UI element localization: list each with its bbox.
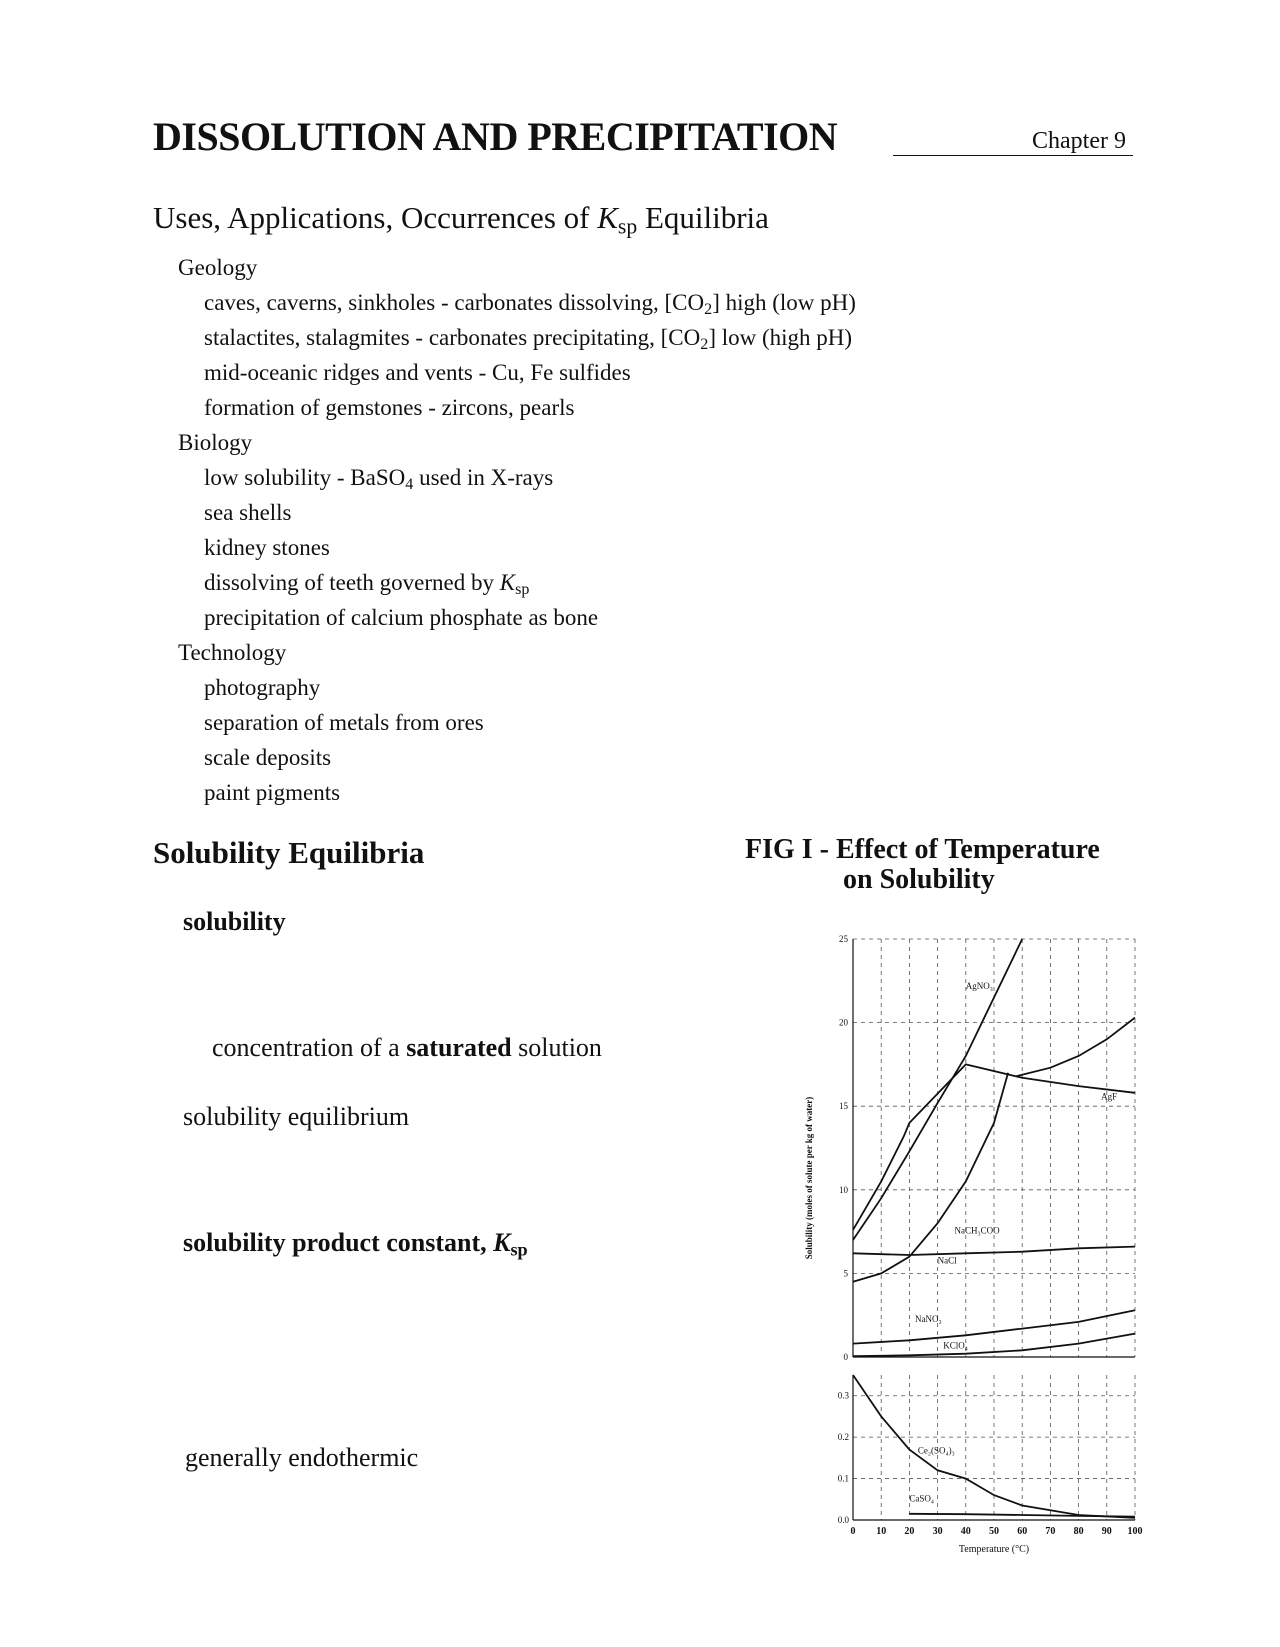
subscript: 2 (700, 336, 709, 354)
y-tick-label: 5 (843, 1268, 848, 1279)
y-tick-label: 0.1 (837, 1473, 849, 1484)
x-tick-label: 50 (989, 1526, 999, 1537)
solubility-chart (790, 925, 1150, 1565)
k-symbol: K (493, 1228, 511, 1257)
x-tick-label: 80 (1073, 1526, 1084, 1537)
x-tick-label: 0 (850, 1526, 856, 1537)
x-tick-label: 100 (1127, 1526, 1143, 1537)
y-tick-label: 15 (839, 1101, 848, 1112)
series-label: AgF (1101, 1091, 1118, 1102)
series-label: KClO₄ (943, 1340, 968, 1351)
text: solubility product constant, (183, 1228, 494, 1257)
series-label: NaNO₃ (915, 1313, 942, 1324)
y-tick-label: 0.0 (837, 1515, 849, 1525)
technology-item-4: paint pigments (204, 780, 341, 805)
technology-item-3: scale deposits (204, 745, 332, 770)
biology-item-5: precipitation of calcium phosphate as bone (204, 605, 599, 630)
series-line (909, 1514, 1135, 1517)
text: stalactites, stalagmites - carbonates precipitating, [CO (204, 325, 701, 350)
geology-item-1 (204, 290, 856, 319)
subheading-prefix: Uses, Applications, Occurrences of (153, 200, 598, 235)
series-line (853, 939, 1022, 1240)
term-endothermic: generally endothermic (185, 1443, 419, 1472)
category-technology: Technology (178, 640, 287, 665)
text: used in X-rays (413, 465, 554, 490)
series-line (853, 1334, 1135, 1357)
chapter-label: Chapter 9 (1032, 128, 1126, 154)
section-subheading (153, 200, 769, 239)
text: low solubility - BaSO (204, 465, 406, 490)
x-tick-label: 30 (932, 1526, 943, 1537)
k-symbol: K (499, 570, 516, 595)
technology-item-2: separation of metals from ores (204, 710, 484, 735)
subscript: 4 (405, 476, 414, 494)
x-tick-label: 70 (1045, 1526, 1056, 1537)
series-label: NaCH₃COO (954, 1225, 1000, 1236)
page-title: DISSOLUTION AND PRECIPITATION (153, 114, 838, 159)
series-line (853, 1073, 1008, 1282)
figure-title-line1: FIG I - Effect of Temperature (745, 834, 1100, 865)
y-tick-label: 0 (843, 1352, 848, 1362)
y-tick-label: 20 (839, 1017, 848, 1028)
x-tick-label: 10 (876, 1526, 887, 1537)
term-concentration (212, 1033, 602, 1063)
y-axis-label: Solubility (moles of solute per kg of water) (804, 1096, 814, 1260)
biology-item-4 (204, 570, 529, 599)
x-tick-label: 40 (960, 1526, 971, 1537)
series-label: CaSO₄ (909, 1493, 935, 1504)
geology-item-3: mid-oceanic ridges and vents - Cu, Fe sulfides (204, 360, 631, 385)
subscript: sp (510, 1239, 528, 1260)
subscript: 2 (704, 301, 713, 319)
text: caves, caverns, sinkholes - carbonates dissolving, [CO (204, 290, 705, 315)
geology-item-2 (204, 325, 852, 354)
biology-item-3: kidney stones (204, 535, 330, 560)
figure-title (745, 835, 1135, 895)
figure-title-line2: on Solubility (843, 864, 995, 895)
text: dissolving of teeth governed by (204, 570, 500, 595)
series-line (1017, 1018, 1135, 1077)
text: ] high (low pH) (712, 290, 856, 315)
text: ] low (high pH) (708, 325, 853, 350)
category-biology: Biology (178, 430, 253, 455)
solubility-heading: Solubility Equilibria (153, 835, 425, 870)
category-geology: Geology (178, 255, 258, 280)
y-tick-label: 0.3 (837, 1390, 849, 1401)
geology-item-4: formation of gemstones - zircons, pearls (204, 395, 575, 420)
text: solution (511, 1033, 602, 1062)
y-tick-label: 0.2 (837, 1432, 849, 1443)
x-tick-label: 60 (1017, 1526, 1028, 1537)
subheading-ksub: sp (617, 214, 638, 239)
subscript: sp (515, 581, 530, 599)
series-label: NaCl (937, 1255, 957, 1266)
biology-item-1 (204, 465, 553, 494)
bold-text: saturated (406, 1033, 512, 1062)
y-tick-label: 25 (839, 934, 848, 944)
series-label: AgNO₃ (965, 981, 993, 992)
term-ksp (183, 1228, 528, 1261)
y-tick-label: 10 (839, 1184, 848, 1195)
term-solubility-equilibrium: solubility equilibrium (183, 1102, 410, 1131)
subheading-suffix: Equilibria (637, 200, 769, 235)
series-label: Ce₂(SO₄)₃ (917, 1445, 955, 1456)
technology-item-1: photography (204, 675, 321, 700)
title-rule (893, 155, 1133, 156)
term-solubility: solubility (183, 907, 286, 936)
x-tick-label: 90 (1101, 1526, 1112, 1537)
biology-item-2: sea shells (204, 500, 292, 525)
subheading-k: K (597, 200, 618, 235)
x-tick-label: 20 (904, 1526, 915, 1537)
text: concentration of a (212, 1033, 407, 1062)
x-axis-label: Temperature (°C) (958, 1544, 1030, 1555)
